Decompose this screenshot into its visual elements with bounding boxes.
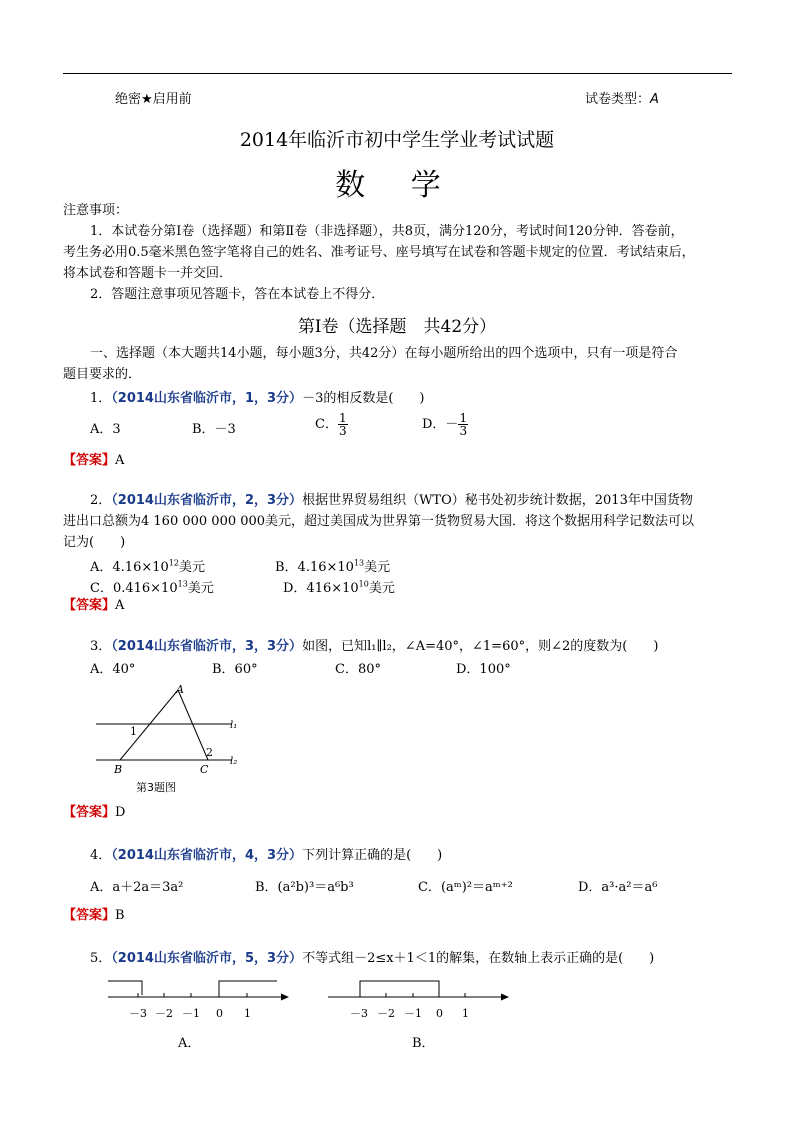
q2-option-b [275,556,390,575]
frac-numerator: 1 [459,411,468,425]
q3-answer-value: D [115,805,126,820]
q1-text: －3的相反数是( ) [302,391,425,406]
q2-option-a-exp: 12 [168,558,179,568]
range-bracket [360,981,439,995]
paper-type-value: A [650,92,659,107]
q2-stem-2: 进出口总额为4 160 000 000 000美元，超过美国成为世界第一货物贸易大国．将这个数据用科学记数法可以 [63,514,695,529]
frac-denominator: 3 [459,424,468,438]
q3-stem [90,636,740,657]
tick-label: －1 [404,1007,422,1020]
q5-caption-b: B． [412,1036,435,1051]
q5-numberline-a [105,975,295,1025]
q3-option-a: A．40° [90,662,136,677]
q4-answer [63,905,735,926]
label-c: C [200,763,209,776]
label-angle-2: 2 [206,746,213,759]
q1-option-c-label: C． [315,417,338,432]
axis-arrow [501,994,509,1001]
q4-option-c: C．(aᵐ)²＝aᵐ⁺² [418,880,513,895]
notes-line-2: 考生务必用0.5毫米黑色签字笔将自己的姓名、准考证号、座号填写在试卷和答题卡规定的位置．考试结束后， [63,245,695,260]
q5-text: 不等式组－2≤x＋1＜1的解集，在数轴上表示正确的是( ) [302,951,655,966]
tick-label: －2 [155,1007,173,1020]
q3-answer [63,802,735,823]
notes-line-1: 1．本试卷分第Ⅰ卷（选择题）和第Ⅱ卷（非选择题），共8页，满分120分，考试时间120分钟．答卷前， [90,224,684,239]
q2-option-b-unit: 美元 [364,560,391,575]
q1-number: 1． [90,391,112,406]
q4-text: 下列计算正确的是( ) [302,848,443,863]
q5-numberline-b [325,975,515,1025]
q1-answer [63,450,735,471]
answer-label: 【答案】 [63,908,116,923]
q3-figure [80,682,260,782]
q2-option-c-exp: 13 [177,579,188,589]
q5-number: 5． [90,951,112,966]
part1-title: 第Ⅰ卷（选择题 共42分） [297,317,497,337]
q1-stem [90,388,762,409]
q2-option-a-base: A．4.16×10 [90,560,169,575]
axis-arrow [281,994,289,1001]
exam-title: 2014年临沂市初中学生学业考试试题 [239,129,555,151]
notes-line-3: 将本试卷和答题卡一并交回． [63,266,233,281]
part1-instructions-2: 题目要求的． [63,367,142,382]
label-angle-1: 1 [130,725,137,738]
q1-option-d-fraction [458,412,468,437]
tick-label: －3 [129,1007,147,1020]
part1-instructions-1: 一、选择题（本大题共14小题，每小题3分，共42分）在每小题所给出的四个选项中，只有一项是符合 [90,346,678,361]
label-l1: l₁ [230,720,238,731]
q2-option-b-exp: 13 [353,558,365,568]
tick-label: －2 [377,1007,395,1020]
q3-option-d: D．100° [456,662,511,677]
q2-option-c [90,577,214,596]
answer-label: 【答案】 [63,453,116,468]
q4-stem [90,845,762,866]
answer-label: 【答案】 [63,598,116,613]
tick-label: －3 [350,1007,368,1020]
label-b: B [114,763,123,776]
q2-option-a [90,556,205,575]
q4-option-a: A．a＋2a＝3a² [90,880,184,895]
q5-source: （2014山东省临沂市，5，3分） [111,951,303,966]
q3-option-b: B．60° [212,662,258,677]
q4-answer-value: B [115,908,125,923]
q2-source: （2014山东省临沂市，2，3分） [111,493,303,508]
range-right [219,981,277,995]
q1-option-d-label: D．－ [422,417,459,432]
q2-option-c-base: C．0.416×10 [90,581,178,596]
q1-option-c [315,412,348,437]
paper-type [585,88,659,107]
q3-figure-caption: 第3题图 [136,781,176,794]
notes-heading: 注意事项： [63,203,129,218]
tick-label: 0 [436,1007,443,1020]
segment-ab [120,690,178,760]
label-l2: l₂ [230,756,238,767]
q5-caption-a: A． [178,1036,201,1051]
tick-label: 0 [216,1007,223,1020]
q3-number: 3． [90,639,112,654]
q1-option-c-fraction [338,412,348,437]
q3-option-c: C．80° [335,662,381,677]
q2-answer [63,595,735,616]
q2-answer-value: A [115,598,125,613]
q4-number: 4． [90,848,112,863]
q2-option-d-unit: 美元 [368,581,395,596]
q2-stem-3: 记为( ) [63,535,126,550]
tick-label: 1 [462,1007,469,1020]
q3-source: （2014山东省临沂市，3，3分） [111,639,303,654]
label-a: A [176,683,184,696]
range-left [108,981,142,995]
q2-stem-1 [90,490,740,511]
q2-option-c-unit: 美元 [187,581,214,596]
q3-text: 如图，已知l₁∥l₂，∠A=40°，∠1=60°，则∠2的度数为( ) [302,639,659,654]
notes-line-4: 2．答题注意事项见答题卡，答在本试卷上不得分． [90,287,385,302]
q4-source: （2014山东省临沂市，4，3分） [111,848,303,863]
q2-option-a-unit: 美元 [178,560,205,575]
q1-source: （2014山东省临沂市，1，3分） [111,391,303,406]
frac-denominator: 3 [338,424,347,438]
q2-option-d-base: D．416×10 [283,581,359,596]
q1-answer-value: A [115,453,125,468]
subject-title: 数 学 [335,168,459,203]
header-rule [63,73,732,74]
paper-type-label: 试卷类型： [585,92,651,107]
frac-numerator: 1 [338,411,347,425]
q2-number: 2． [90,493,112,508]
segment-ac [178,690,208,760]
q2-option-b-base: B．4.16×10 [275,560,354,575]
q5-stem [90,948,740,969]
answer-label: 【答案】 [63,805,116,820]
q4-option-b: B．(a²b)³＝a⁶b³ [255,880,354,895]
q1-option-b: B．－3 [192,422,236,437]
q4-option-d: D．a³·a²＝a⁶ [578,880,658,895]
q2-option-d [283,577,395,596]
secret-label: 绝密★启用前 [115,92,192,107]
q1-option-d [422,412,468,437]
q1-option-a: A．3 [90,422,121,437]
tick-label: －1 [182,1007,200,1020]
q2-option-d-exp: 10 [358,579,369,589]
tick-label: 1 [244,1007,251,1020]
q2-text-1: 根据世界贸易组织（WTO）秘书处初步统计数据，2013年中国货物 [302,493,693,508]
